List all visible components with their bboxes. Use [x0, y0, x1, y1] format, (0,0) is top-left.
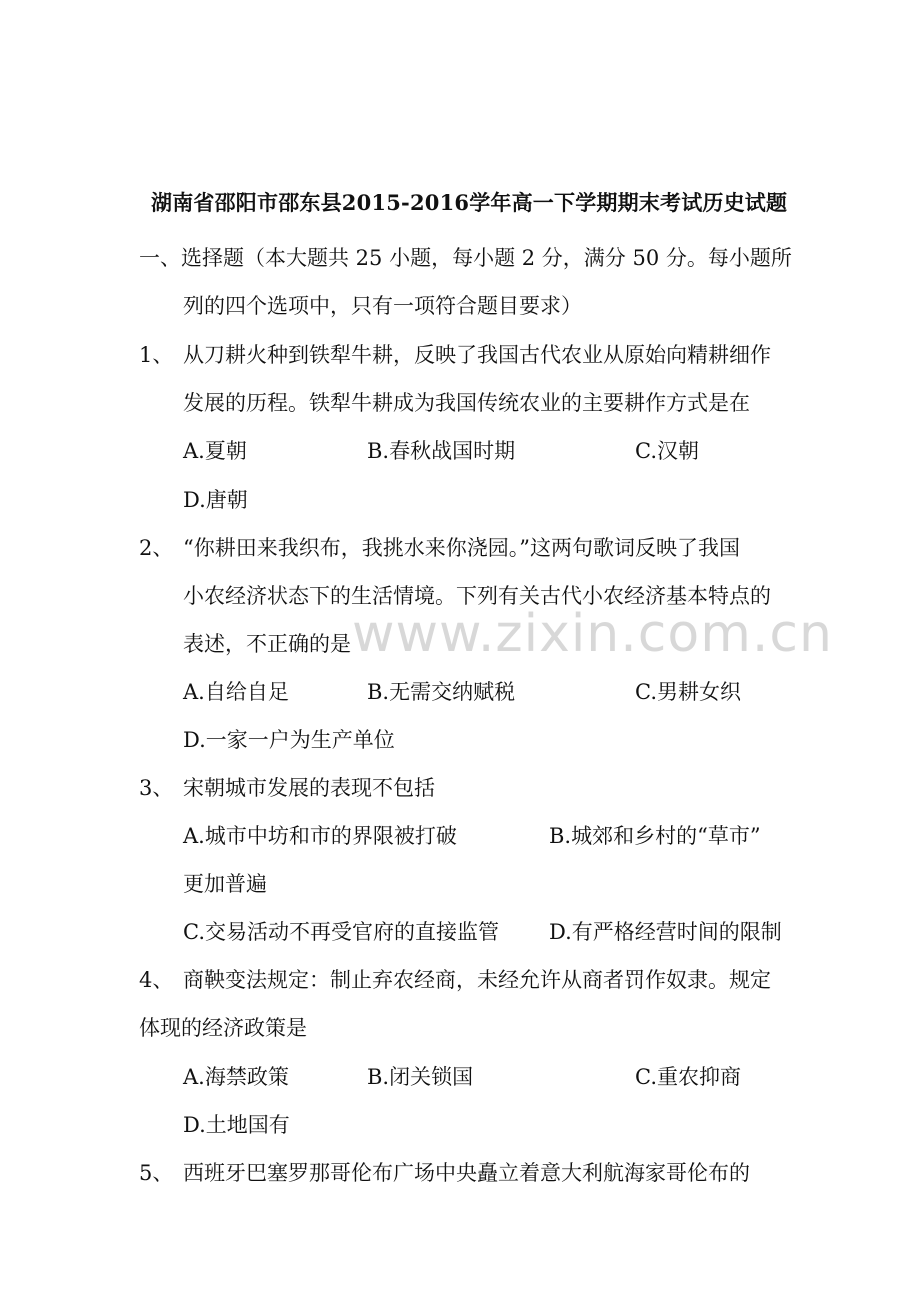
option-c[interactable]: C.男耕女织 — [635, 680, 741, 704]
option-c[interactable]: C.重农抑商 — [635, 1065, 741, 1089]
question-stem-line: 从刀耕火种到铁犁牛耕，反映了我国古代农业从原始向精耕细作 — [183, 343, 771, 367]
page-title: 湖南省邵阳市邵东县2015-2016学年高一下学期期末考试历史试题 — [151, 190, 788, 215]
option-a[interactable]: A.自给自足 — [183, 680, 289, 704]
option-b-continued: 更加普遍 — [183, 872, 267, 896]
question-stem-line: 体现的经济政策是 — [139, 1016, 307, 1040]
question-number: 4、 — [139, 968, 174, 992]
question-stem-line: 西班牙巴塞罗那哥伦布广场中央矗立着意大利航海家哥伦布的 — [183, 1161, 750, 1185]
section-line-2: 列的四个选项中，只有一项符合题目要求） — [183, 294, 582, 318]
option-d[interactable]: D.一家一户为生产单位 — [183, 728, 395, 752]
section-line-1: 一、选择题（本大题共 25 小题，每小题 2 分，满分 50 分。每小题所 — [139, 246, 792, 270]
option-a[interactable]: A.夏朝 — [183, 439, 247, 463]
option-b[interactable]: B.城郊和乡村的“草市” — [549, 824, 761, 848]
question-stem-line: 宋朝城市发展的表现不包括 — [183, 776, 435, 800]
option-c[interactable]: C.汉朝 — [635, 439, 699, 463]
option-c[interactable]: C.交易活动不再受官府的直接监管 — [183, 920, 499, 944]
option-b[interactable]: B.春秋战国时期 — [367, 439, 516, 463]
question-stem-line: 小农经济状态下的生活情境。下列有关古代小农经济基本特点的 — [183, 584, 771, 608]
option-a[interactable]: A.海禁政策 — [183, 1065, 289, 1089]
question-stem-line: “你耕田来我织布，我挑水来你浇园。”这两句歌词反映了我国 — [183, 536, 740, 560]
option-a[interactable]: A.城市中坊和市的界限被打破 — [183, 824, 457, 848]
question-stem-line: 表述，不正确的是 — [183, 632, 351, 656]
question-stem-line: 发展的历程。铁犁牛耕成为我国传统农业的主要耕作方式是在 — [183, 391, 750, 415]
watermark: www.zixin.com.cn — [352, 604, 833, 664]
option-b[interactable]: B.闭关锁国 — [367, 1065, 474, 1089]
option-d[interactable]: D.有严格经营时间的限制 — [549, 920, 782, 944]
option-d[interactable]: D.土地国有 — [183, 1113, 290, 1137]
option-d[interactable]: D.唐朝 — [183, 488, 248, 512]
option-b[interactable]: B.无需交纳赋税 — [367, 680, 516, 704]
question-number: 5、 — [139, 1161, 174, 1185]
question-stem-line: 商鞅变法规定：制止弃农经商，未经允许从商者罚作奴隶。规定 — [183, 968, 771, 992]
question-number: 3、 — [139, 776, 174, 800]
question-number: 2、 — [139, 536, 174, 560]
question-number: 1、 — [139, 343, 174, 367]
